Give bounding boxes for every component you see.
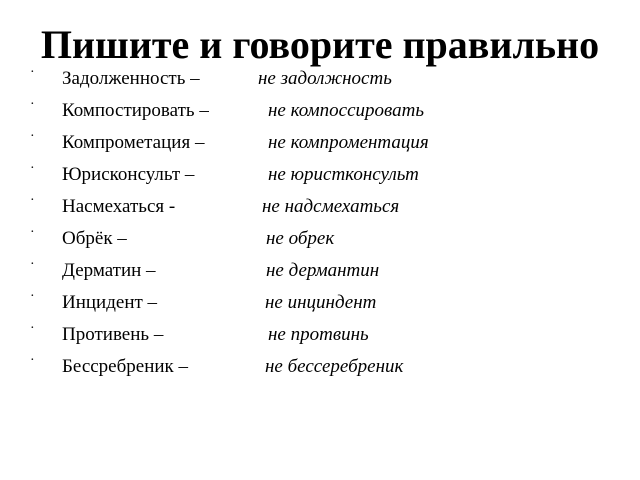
correct-word: Инцидент – xyxy=(62,292,158,313)
bullet-icon: · xyxy=(30,321,35,336)
correct-word: Юрисконсульт – xyxy=(62,164,195,185)
bullet-icon: · xyxy=(30,65,35,80)
bullet-icon: · xyxy=(30,129,35,144)
bullet-icon: · xyxy=(30,97,35,112)
list-item xyxy=(0,63,640,95)
list-item xyxy=(0,351,640,383)
bullet-icon: · xyxy=(30,289,35,304)
list-item xyxy=(0,287,640,319)
list-item xyxy=(0,159,640,191)
bullet-icon: · xyxy=(30,193,35,208)
correct-word: Противень – xyxy=(62,324,164,345)
bullet-icon: · xyxy=(30,161,35,176)
bullet-icon: · xyxy=(30,353,35,368)
list-item xyxy=(0,191,640,223)
correct-word: Бессребреник – xyxy=(62,356,189,377)
correct-word: Обрёк – xyxy=(62,228,127,249)
incorrect-word: не задолжность xyxy=(258,68,392,89)
list-item xyxy=(0,223,640,255)
incorrect-word: не юристконсульт xyxy=(268,164,419,185)
word-list xyxy=(0,63,640,383)
list-item xyxy=(0,95,640,127)
correct-word: Задолженность – xyxy=(62,68,200,89)
incorrect-word: не протвинь xyxy=(268,324,369,345)
correct-word: Насмехаться - xyxy=(62,196,176,217)
incorrect-word: не инциндент xyxy=(265,292,377,313)
correct-word: Компрометация – xyxy=(62,132,205,153)
incorrect-word: не компоссировать xyxy=(268,100,425,121)
correct-word: Компостировать – xyxy=(62,100,209,121)
incorrect-word: не компроментация xyxy=(268,132,429,153)
bullet-icon: · xyxy=(30,225,35,240)
list-item xyxy=(0,255,640,287)
bullet-icon: · xyxy=(30,257,35,272)
list-item xyxy=(0,127,640,159)
correct-word: Дерматин – xyxy=(62,260,156,281)
incorrect-word: не надсмехаться xyxy=(262,196,400,217)
list-item xyxy=(0,319,640,351)
page-title: Пишите и говорите правильно xyxy=(40,22,600,67)
incorrect-word: не обрек xyxy=(266,228,335,249)
incorrect-word: не дермантин xyxy=(266,260,380,281)
incorrect-word: не бессеребреник xyxy=(265,356,404,377)
